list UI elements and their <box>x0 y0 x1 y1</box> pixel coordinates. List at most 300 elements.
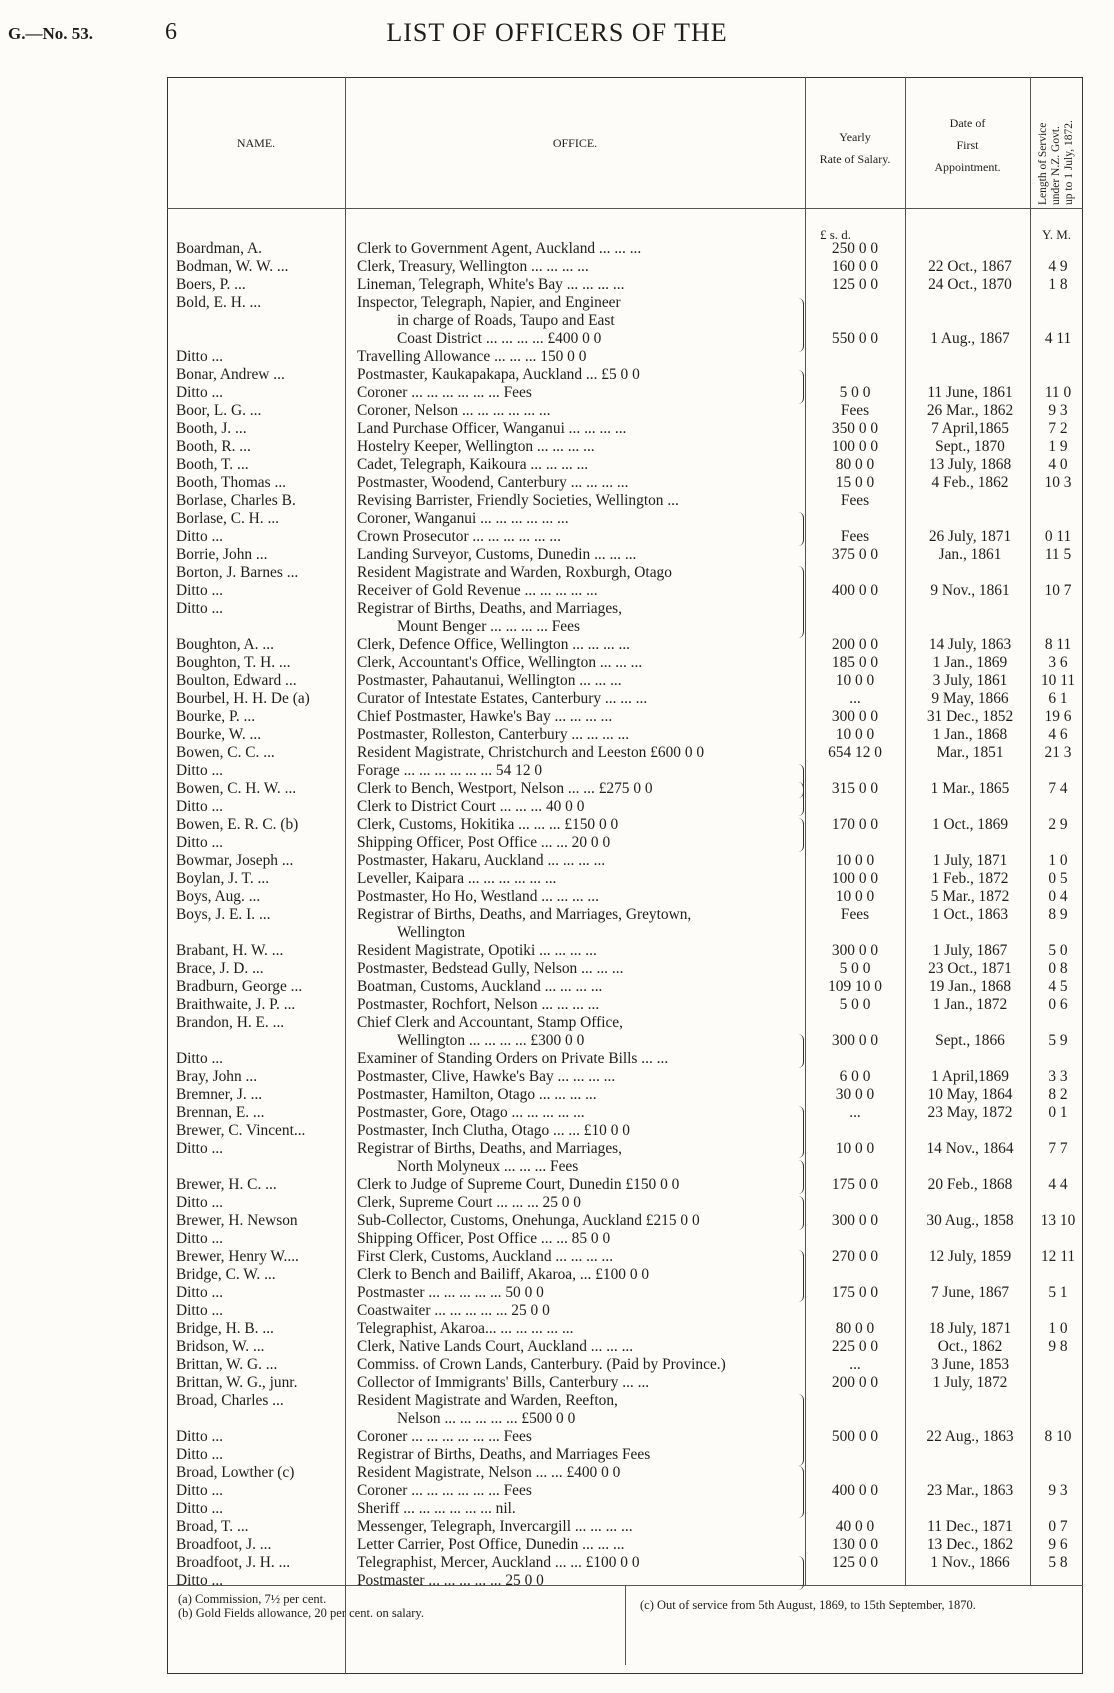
column-header-date-line: First <box>956 138 979 152</box>
office-title: Registrar of Births, Deaths, and Marriages Fees <box>357 1446 651 1463</box>
service-length: 9 3 <box>1048 1482 1068 1499</box>
officer-name: Brabant, H. W. ... <box>176 942 284 959</box>
appointment-date: 1 Feb., 1872 <box>931 870 1009 887</box>
office-title: Clerk to Bench, Westport, Nelson ... ... £275 0 0 <box>357 780 653 797</box>
table-row <box>0 1518 1114 1536</box>
salary-units: £ s. d. <box>820 227 852 242</box>
salary-value: 40 0 0 <box>835 1518 875 1535</box>
office-title: Curator of Intestate Estates, Canterbury ... ... ... <box>357 690 648 707</box>
salary-value: 30 0 0 <box>835 1086 875 1103</box>
table-row <box>0 456 1114 474</box>
officer-name: Broadfoot, J. ... <box>176 1536 272 1553</box>
table-row <box>0 258 1114 276</box>
table-row <box>0 1446 1114 1464</box>
office-title: Coast District ... ... ... ... £400 0 0 <box>397 330 602 347</box>
office-title: Coroner ... ... ... ... ... ... Fees <box>357 1428 532 1445</box>
salary-value: Fees <box>840 906 870 923</box>
salary-value: 375 0 0 <box>831 546 879 563</box>
office-title: Telegraphist, Mercer, Auckland ... ... £100 0 0 <box>357 1554 640 1571</box>
appointment-date: 11 June, 1861 <box>927 384 1013 401</box>
appointment-date: 26 Mar., 1862 <box>926 402 1014 419</box>
table-row <box>0 1194 1114 1212</box>
page-title: LIST OF OFFICERS OF THE <box>386 18 728 47</box>
brace <box>798 298 804 352</box>
salary-value: ... <box>849 1104 861 1121</box>
appointment-date: 12 July, 1859 <box>928 1248 1012 1265</box>
service-length: 8 2 <box>1048 1086 1068 1103</box>
officer-name: Bradburn, George ... <box>176 978 303 995</box>
table-row <box>0 1302 1114 1320</box>
table-row <box>0 1014 1114 1032</box>
officer-name: Brewer, H. C. ... <box>176 1176 277 1193</box>
table-row <box>0 1284 1114 1302</box>
service-length: 1 8 <box>1048 276 1068 293</box>
salary-value: ... <box>849 1356 861 1373</box>
officer-name: Brennan, E. ... <box>176 1104 265 1121</box>
officer-name: Boughton, A. ... <box>176 636 274 653</box>
salary-value: 10 0 0 <box>835 672 875 689</box>
office-title: Postmaster, Hakaru, Auckland ... ... ... ... <box>357 852 606 869</box>
table-row <box>0 546 1114 564</box>
service-length: 0 7 <box>1048 1518 1068 1535</box>
office-title: Coastwaiter ... ... ... ... ... 25 0 0 <box>357 1302 550 1319</box>
officer-name: Borlase, Charles B. <box>176 492 296 509</box>
officer-name: Ditto ... <box>176 798 224 815</box>
officer-name: Bridge, H. B. ... <box>176 1320 274 1337</box>
office-title: Postmaster, Clive, Hawke's Bay ... ... ... ... <box>357 1068 616 1085</box>
salary-value: 200 0 0 <box>831 1374 879 1391</box>
service-length: 11 5 <box>1044 546 1072 563</box>
appointment-date: 9 May, 1866 <box>931 690 1009 707</box>
appointment-date: 22 Aug., 1863 <box>926 1428 1014 1445</box>
office-title: Crown Prosecutor ... ... ... ... ... ... <box>357 528 561 545</box>
salary-value: 550 0 0 <box>831 330 879 347</box>
salary-value: 300 0 0 <box>831 708 879 725</box>
salary-value: 400 0 0 <box>831 1482 879 1499</box>
appointment-date: 14 Nov., 1864 <box>926 1140 1014 1157</box>
salary-value: 185 0 0 <box>831 654 879 671</box>
appointment-date: 1 Nov., 1866 <box>930 1554 1010 1571</box>
salary-value: 170 0 0 <box>831 816 879 833</box>
table-row <box>0 402 1114 420</box>
office-title: Resident Magistrate and Warden, Reefton, <box>357 1392 618 1409</box>
appointment-date: 11 Dec., 1871 <box>927 1518 1013 1535</box>
appointment-date: 13 July, 1868 <box>928 456 1012 473</box>
service-length: 4 4 <box>1048 1176 1068 1193</box>
table-row <box>0 690 1114 708</box>
brace <box>798 1196 804 1230</box>
office-title: Postmaster ... ... ... ... ... 50 0 0 <box>357 1284 544 1301</box>
officer-name: Ditto ... <box>176 600 224 617</box>
table-row <box>0 1212 1114 1230</box>
service-length: 5 0 <box>1048 942 1068 959</box>
officer-name: Ditto ... <box>176 384 224 401</box>
appointment-date: 1 July, 1867 <box>932 942 1008 959</box>
appointment-date: 4 Feb., 1862 <box>931 474 1009 491</box>
office-title: Resident Magistrate and Warden, Roxburgh, Otago <box>357 564 672 581</box>
table-row <box>0 1320 1114 1338</box>
office-title: Wellington ... ... ... ... £300 0 0 <box>397 1032 585 1049</box>
service-length: 7 7 <box>1048 1140 1068 1157</box>
officer-name: Brace, J. D. ... <box>176 960 264 977</box>
table-row <box>0 1032 1114 1050</box>
table-row <box>0 744 1114 762</box>
officer-name: Brewer, Henry W.... <box>176 1248 299 1265</box>
service-length: 19 6 <box>1044 708 1072 725</box>
officer-name: Bodman, W. W. ... <box>176 258 289 275</box>
officer-name: Boardman, A. <box>176 240 262 257</box>
service-length: 1 0 <box>1048 852 1068 869</box>
service-length: 8 11 <box>1044 636 1072 653</box>
appointment-date: 7 June, 1867 <box>930 1284 1010 1301</box>
officer-name: Brewer, C. Vincent... <box>176 1122 306 1139</box>
appointment-date: 13 Dec., 1862 <box>926 1536 1014 1553</box>
appointment-date: 3 July, 1861 <box>932 672 1008 689</box>
office-title: Shipping Officer, Post Office ... ... 20 0 0 <box>357 834 611 851</box>
officer-name: Bridge, C. W. ... <box>176 1266 276 1283</box>
appointment-date: 24 Oct., 1870 <box>928 276 1012 293</box>
service-length: 0 6 <box>1048 996 1068 1013</box>
officer-name: Bridson, W. ... <box>176 1338 265 1355</box>
officer-name: Borlase, C. H. ... <box>176 510 280 527</box>
salary-value: 315 0 0 <box>831 780 879 797</box>
office-title: Landing Surveyor, Customs, Dunedin ... ... ... <box>357 546 637 563</box>
table-row <box>0 1428 1114 1446</box>
office-title: Sub-Collector, Customs, Onehunga, Auckland £215 0 0 <box>357 1212 700 1229</box>
salary-value: 10 0 0 <box>835 1140 875 1157</box>
service-length: 9 6 <box>1048 1536 1068 1553</box>
office-title: Coroner, Wanganui ... ... ... ... ... ... <box>357 510 569 527</box>
officer-name: Ditto ... <box>176 1284 224 1301</box>
office-title: Postmaster, Ho Ho, Westland ... ... ... ... <box>357 888 599 905</box>
office-title: Registrar of Births, Deaths, and Marriages, <box>357 600 622 617</box>
service-length: 0 1 <box>1048 1104 1068 1121</box>
table-row <box>0 1410 1114 1428</box>
service-length: 10 3 <box>1044 474 1072 491</box>
officer-name: Ditto ... <box>176 834 224 851</box>
service-length: 4 5 <box>1048 978 1068 995</box>
officer-name: Bowen, E. R. C. (b) <box>176 816 299 833</box>
appointment-date: 30 Aug., 1858 <box>926 1212 1014 1229</box>
table-row <box>0 384 1114 402</box>
table-row <box>0 474 1114 492</box>
table-row <box>0 528 1114 546</box>
office-title: Commiss. of Crown Lands, Canterbury. (Paid by Province.) <box>357 1356 726 1373</box>
appointment-date: 14 July, 1863 <box>928 636 1012 653</box>
table-row <box>0 564 1114 582</box>
table-row <box>0 510 1114 528</box>
salary-value: 175 0 0 <box>831 1176 879 1193</box>
table-row <box>0 888 1114 906</box>
service-length: 9 8 <box>1048 1338 1068 1355</box>
table-row <box>0 348 1114 366</box>
table-row <box>0 1392 1114 1410</box>
officer-name: Bourke, W. ... <box>176 726 262 743</box>
service-length: 3 6 <box>1048 654 1068 671</box>
officer-name: Booth, J. ... <box>176 420 247 437</box>
officer-name: Ditto ... <box>176 582 224 599</box>
table-row <box>0 312 1114 330</box>
officer-name: Bowmar, Joseph ... <box>176 852 294 869</box>
office-title: Messenger, Telegraph, Invercargill ... ... ... ... <box>357 1518 633 1535</box>
office-title: Postmaster, Bedstead Gully, Nelson ... ... ... <box>357 960 624 977</box>
salary-value: 300 0 0 <box>831 1212 879 1229</box>
office-title: Sheriff ... ... ... ... ... ... nil. <box>357 1500 516 1517</box>
salary-value: 400 0 0 <box>831 582 879 599</box>
appointment-date: 22 Oct., 1867 <box>928 258 1012 275</box>
appointment-date: 1 April,1869 <box>931 1068 1009 1085</box>
appointment-date: 1 July, 1871 <box>932 852 1008 869</box>
officer-name: Boughton, T. H. ... <box>176 654 291 671</box>
service-length: 0 8 <box>1048 960 1068 977</box>
office-title: Land Purchase Officer, Wanganui ... ... ... ... <box>357 420 627 437</box>
footnote-divider <box>625 1585 626 1665</box>
officer-name: Ditto ... <box>176 1572 224 1589</box>
office-title: Leveller, Kaipara ... ... ... ... ... ... <box>357 870 557 887</box>
service-length: 10 11 <box>1040 672 1076 689</box>
table-row <box>0 852 1114 870</box>
brace <box>798 1034 804 1068</box>
office-title: Coroner, Nelson ... ... ... ... ... ... <box>357 402 551 419</box>
brace <box>798 370 804 404</box>
salary-value: Fees <box>840 402 870 419</box>
salary-value: 100 0 0 <box>831 870 879 887</box>
office-title: Shipping Officer, Post Office ... ... 85 0 0 <box>357 1230 611 1247</box>
officer-name: Brittan, W. G. ... <box>176 1356 278 1373</box>
office-title: Travelling Allowance ... ... ... 150 0 0 <box>357 348 587 365</box>
table-row <box>0 618 1114 636</box>
office-title: Receiver of Gold Revenue ... ... ... ... ... <box>357 582 598 599</box>
service-length: 5 9 <box>1048 1032 1068 1049</box>
document-reference: G.—No. 53. <box>8 24 93 43</box>
column-header-date-line: Date of <box>949 116 986 130</box>
column-header-office: OFFICE. <box>552 136 598 150</box>
table-row <box>0 978 1114 996</box>
appointment-date: 18 July, 1871 <box>928 1320 1012 1337</box>
office-title: Postmaster, Rolleston, Canterbury ... ... ... ... <box>357 726 630 743</box>
salary-value: 654 12 0 <box>828 744 882 761</box>
table-row <box>0 1086 1114 1104</box>
salary-value: 125 0 0 <box>831 1554 879 1571</box>
salary-value: 300 0 0 <box>831 1032 879 1049</box>
salary-value: 160 0 0 <box>831 258 879 275</box>
officer-name: Ditto ... <box>176 1140 224 1157</box>
salary-value: 10 0 0 <box>835 852 875 869</box>
salary-value: 250 0 0 <box>831 240 879 257</box>
salary-value: 5 0 0 <box>839 960 871 977</box>
salary-value: ... <box>849 690 861 707</box>
office-title: Clerk to Bench and Bailiff, Akaroa, ... £100 0 0 <box>357 1266 650 1283</box>
brace <box>798 1556 804 1590</box>
appointment-date: Sept., 1870 <box>935 438 1005 455</box>
office-title: North Molyneux ... ... ... Fees <box>397 1158 579 1175</box>
officer-name: Broadfoot, J. H. ... <box>176 1554 291 1571</box>
brace <box>798 782 804 816</box>
table-row <box>0 366 1114 384</box>
service-length: 4 6 <box>1048 726 1068 743</box>
service-length: 1 0 <box>1048 1320 1068 1337</box>
officer-name: Ditto ... <box>176 1482 224 1499</box>
appointment-date: 1 July, 1872 <box>932 1374 1008 1391</box>
office-title: Collector of Immigrants' Bills, Canterbury ... ... <box>357 1374 650 1391</box>
footnote-c: (c) Out of service from 5th August, 1869, to 15th September, 1870. <box>640 1598 976 1612</box>
officer-name: Ditto ... <box>176 1194 224 1211</box>
table-row <box>0 1140 1114 1158</box>
table-row <box>0 870 1114 888</box>
officer-name: Boys, Aug. ... <box>176 888 261 905</box>
table-row <box>0 1338 1114 1356</box>
service-length: 11 0 <box>1044 384 1072 401</box>
column-header-length-line: up to 1 July, 1872. <box>1063 120 1075 205</box>
service-length: 4 9 <box>1048 258 1068 275</box>
office-title: Clerk to Judge of Supreme Court, Dunedin £150 0 0 <box>357 1176 680 1193</box>
table-row <box>0 1266 1114 1284</box>
office-title: Revising Barrister, Friendly Societies, Wellington ... <box>357 492 679 509</box>
table-row <box>0 1356 1114 1374</box>
service-length: 9 3 <box>1048 402 1068 419</box>
appointment-date: 7 April,1865 <box>931 420 1009 437</box>
officer-name: Ditto ... <box>176 1500 224 1517</box>
office-title: Inspector, Telegraph, Napier, and Engineer <box>357 294 621 311</box>
office-title: Clerk, Accountant's Office, Wellington ... ... ... <box>357 654 643 671</box>
salary-value: 100 0 0 <box>831 438 879 455</box>
service-length: 10 7 <box>1044 582 1072 599</box>
service-length: 0 5 <box>1048 870 1068 887</box>
office-title: Postmaster, Pahautanui, Wellington ... ... ... <box>357 672 622 689</box>
appointment-date: Jan., 1861 <box>938 546 1002 563</box>
table-row <box>0 1248 1114 1266</box>
salary-value: 175 0 0 <box>831 1284 879 1301</box>
officer-name: Borton, J. Barnes ... <box>176 564 299 581</box>
table-row <box>0 1572 1114 1590</box>
page-number: 6 <box>165 19 177 45</box>
table-row <box>0 420 1114 438</box>
office-title: Resident Magistrate, Opotiki ... ... ... ... <box>357 942 597 959</box>
appointment-date: 31 Dec., 1852 <box>926 708 1014 725</box>
officer-name: Bonar, Andrew ... <box>176 366 285 383</box>
office-title: Examiner of Standing Orders on Private Bills ... ... <box>357 1050 669 1067</box>
salary-value: Fees <box>840 528 870 545</box>
officer-name: Braithwaite, J. P. ... <box>176 996 296 1013</box>
table-row <box>0 1464 1114 1482</box>
service-length: 0 11 <box>1044 528 1072 545</box>
officer-name: Ditto ... <box>176 1050 224 1067</box>
appointment-date: 1 Oct., 1863 <box>931 906 1009 923</box>
appointment-date: 5 Mar., 1872 <box>930 888 1010 905</box>
office-title: Clerk, Native Lands Court, Auckland ... ... ... <box>357 1338 634 1355</box>
table-row <box>0 1554 1114 1572</box>
officer-name: Brewer, H. Newson <box>176 1212 298 1229</box>
table-row <box>0 1104 1114 1122</box>
appointment-date: 9 Nov., 1861 <box>930 582 1010 599</box>
table-row <box>0 1536 1114 1554</box>
table-row <box>0 708 1114 726</box>
officer-name: Broad, Lowther (c) <box>176 1464 295 1481</box>
table-row <box>0 1500 1114 1518</box>
officer-name: Borrie, John ... <box>176 546 268 563</box>
office-title: Resident Magistrate, Nelson ... ... £400 0 0 <box>357 1464 621 1481</box>
appointment-date: 1 Jan., 1868 <box>932 726 1008 743</box>
office-title: Forage ... ... ... ... ... ... 54 12 0 <box>357 762 543 779</box>
footnotes-left <box>178 1592 424 1620</box>
office-title: Postmaster ... ... ... ... ... 25 0 0 <box>357 1572 544 1589</box>
office-title: Coroner ... ... ... ... ... ... Fees <box>357 1482 532 1499</box>
officer-name: Boylan, J. T. ... <box>176 870 270 887</box>
officer-name: Brittan, W. G., junr. <box>176 1374 298 1391</box>
office-title: Hostelry Keeper, Wellington ... ... ... ... <box>357 438 595 455</box>
brace <box>798 1106 804 1158</box>
table-row <box>0 960 1114 978</box>
brace <box>798 512 804 546</box>
service-length: 2 9 <box>1048 816 1068 833</box>
service-length: 1 9 <box>1048 438 1068 455</box>
officer-name: Bremner, J. ... <box>176 1086 263 1103</box>
table-row <box>0 672 1114 690</box>
footnote-a: (a) Commission, 7½ per cent. <box>178 1592 327 1606</box>
office-title: Registrar of Births, Deaths, and Marriages, Greytown, <box>357 906 692 923</box>
office-title: Chief Postmaster, Hawke's Bay ... ... ... ... <box>357 708 613 725</box>
column-header-salary-line: Yearly <box>839 130 871 144</box>
office-title: Telegraphist, Akaroa... ... ... ... ... ... <box>357 1320 574 1337</box>
table-row <box>0 1230 1114 1248</box>
table-row <box>0 924 1114 942</box>
salary-value: 10 0 0 <box>835 888 875 905</box>
office-title: Clerk, Customs, Hokitika ... ... ... £150 0 0 <box>357 816 619 833</box>
office-title: Wellington <box>397 924 466 941</box>
brace <box>798 1466 804 1518</box>
table-row <box>0 240 1114 258</box>
table-row <box>0 762 1114 780</box>
table-row <box>0 582 1114 600</box>
table-row <box>0 816 1114 834</box>
table-row <box>0 1068 1114 1086</box>
service-length: 4 11 <box>1044 330 1072 347</box>
table-row <box>0 726 1114 744</box>
officer-name: Booth, Thomas ... <box>176 474 287 491</box>
office-title: Mount Benger ... ... ... ... Fees <box>397 618 580 635</box>
office-title: Postmaster, Kaukapakapa, Auckland ... £5 0 0 <box>357 366 640 383</box>
appointment-date: Sept., 1866 <box>935 1032 1005 1049</box>
appointment-date: Mar., 1851 <box>936 744 1004 761</box>
service-length: 7 2 <box>1048 420 1068 437</box>
table-row <box>0 942 1114 960</box>
table-row <box>0 834 1114 852</box>
brace <box>798 818 804 852</box>
service-length: 4 0 <box>1048 456 1068 473</box>
officer-name: Bourke, P. ... <box>176 708 256 725</box>
appointment-date: 1 Aug., 1867 <box>930 330 1010 347</box>
table-row <box>0 798 1114 816</box>
appointment-date: 19 Jan., 1868 <box>928 978 1012 995</box>
salary-value: 15 0 0 <box>835 474 875 491</box>
column-header-length-line: Length of Service <box>1037 122 1049 205</box>
office-title: Clerk to Government Agent, Auckland ... ... ... <box>357 240 642 257</box>
officer-name: Ditto ... <box>176 528 224 545</box>
column-header-date-line: Appointment. <box>934 160 1001 174</box>
service-length: 12 11 <box>1040 1248 1076 1265</box>
salary-value: 5 0 0 <box>839 996 871 1013</box>
appointment-date: 1 Oct., 1869 <box>931 816 1009 833</box>
service-length: 5 1 <box>1048 1284 1068 1301</box>
officer-name: Broad, Charles ... <box>176 1392 284 1409</box>
officer-name: Ditto ... <box>176 1446 224 1463</box>
appointment-date: 26 July, 1871 <box>928 528 1012 545</box>
salary-value: 125 0 0 <box>831 276 879 293</box>
officer-name: Boulton, Edward ... <box>176 672 297 689</box>
office-title: Clerk, Treasury, Wellington ... ... ... ... <box>357 258 589 275</box>
office-title: in charge of Roads, Taupo and East <box>397 312 615 329</box>
officer-name: Ditto ... <box>176 348 224 365</box>
